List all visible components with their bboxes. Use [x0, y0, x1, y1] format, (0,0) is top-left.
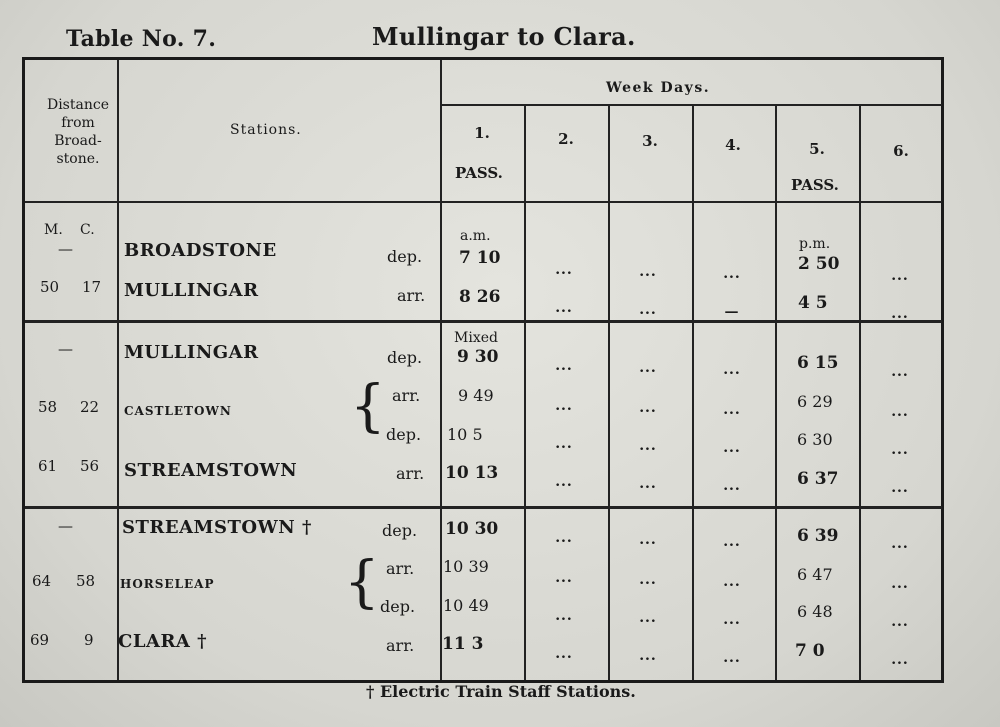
time-col5: 6 15 — [797, 353, 839, 373]
station-streamstown: STREAMSTOWN — [124, 460, 298, 481]
dep-label: dep. — [386, 425, 422, 444]
col5-pass-label: PASS. — [791, 176, 839, 194]
empty-service-dots: ... — [891, 652, 909, 668]
col1-pass-label: PASS. — [455, 164, 503, 182]
empty-service-dots: ... — [891, 614, 909, 630]
empty-service-dots: ... — [723, 440, 741, 456]
empty-service-dots: ... — [723, 266, 741, 282]
divider-col5 — [859, 104, 861, 680]
distance-miles: — — [58, 240, 73, 258]
distance-header-line: stone. — [56, 151, 100, 167]
dep-label: dep. — [387, 247, 423, 266]
note-am: a.m. — [460, 228, 491, 244]
empty-service-dots: ... — [555, 436, 573, 452]
empty-service-dots: ... — [639, 648, 657, 664]
time-col5: 4 5 — [798, 293, 828, 313]
empty-service-dots: ... — [639, 438, 657, 454]
time-col1: 10 30 — [445, 519, 499, 539]
col-num-3: 3. — [642, 132, 658, 150]
empty-service-dots: ... — [723, 534, 741, 550]
time-col1: 10 13 — [445, 463, 499, 483]
empty-service-dots: ... — [555, 474, 573, 490]
stations-header: Stations. — [230, 122, 302, 138]
arr-label: arr. — [396, 464, 425, 483]
empty-service-dots: ... — [891, 442, 909, 458]
distance-miles: 58 — [38, 398, 58, 416]
station-broadstone: BROADSTONE — [124, 240, 277, 261]
note-mixed: Mixed — [454, 330, 498, 346]
time-col5: 2 50 — [798, 254, 840, 274]
empty-service-dots: ... — [891, 404, 909, 420]
empty-service-dots: ... — [555, 300, 573, 316]
time-col1: 10 39 — [443, 557, 489, 576]
col-num-2: 2. — [558, 130, 574, 148]
empty-service-dots: ... — [639, 360, 657, 376]
station-clara: CLARA † — [118, 631, 208, 652]
distance-miles: — — [58, 340, 73, 358]
distance-chains: 58 — [76, 572, 96, 590]
distance-miles: 61 — [38, 457, 58, 475]
empty-service-dots: ... — [891, 536, 909, 552]
time-col1: 11 3 — [442, 634, 484, 654]
empty-service-dots: ... — [891, 268, 909, 284]
unit-miles: M. — [44, 222, 63, 238]
empty-service-dots: ... — [639, 610, 657, 626]
arr-label: arr. — [386, 559, 415, 578]
col-num-6: 6. — [893, 142, 909, 160]
divider-distance — [117, 60, 119, 680]
divider-header — [25, 201, 942, 203]
station-horseleap: HORSELEAP — [120, 577, 215, 591]
empty-service-dots: ... — [639, 264, 657, 280]
time-col1: 9 30 — [457, 347, 499, 367]
divider-col4 — [775, 104, 777, 680]
empty-service-dots: ... — [723, 478, 741, 494]
divider-col1 — [524, 104, 526, 680]
empty-service-dots: ... — [555, 398, 573, 414]
empty-service-dots: ... — [639, 302, 657, 318]
time-col1: 9 49 — [458, 386, 494, 405]
empty-service-dots: ... — [555, 530, 573, 546]
time-col5: 6 47 — [797, 565, 833, 584]
dep-label: dep. — [380, 597, 416, 616]
horseleap-brace: { — [344, 550, 380, 615]
distance-chains: 22 — [80, 398, 100, 416]
castletown-brace: { — [350, 374, 386, 439]
time-col5: 6 48 — [797, 602, 833, 621]
time-col5: 6 37 — [797, 469, 839, 489]
time-col1: 7 10 — [459, 248, 501, 268]
empty-service-dots: ... — [891, 576, 909, 592]
empty-service-dots: ... — [891, 306, 909, 322]
distance-miles: 50 — [40, 278, 60, 296]
route-title: Mullingar to Clara. — [372, 22, 636, 51]
empty-service-dots: ... — [723, 362, 741, 378]
empty-service-dots: ... — [555, 262, 573, 278]
footnote: † Electric Train Staff Stations. — [366, 682, 636, 701]
dep-label: dep. — [387, 348, 423, 367]
empty-service-dots: — — [724, 304, 740, 320]
divider-col2 — [608, 104, 610, 680]
time-col5: 6 39 — [797, 526, 839, 546]
table-number: Table No. 7. — [66, 26, 217, 52]
empty-service-dots: ... — [555, 646, 573, 662]
divider-weekdays — [442, 104, 942, 106]
empty-service-dots: ... — [555, 570, 573, 586]
time-col5: 6 29 — [797, 392, 833, 411]
time-col1: 8 26 — [459, 287, 501, 307]
col-num-5: 5. — [809, 140, 825, 158]
distance-chains: 17 — [82, 278, 102, 296]
distance-miles: 69 — [30, 631, 50, 649]
station-mullingar-dep: MULLINGAR — [124, 342, 259, 363]
time-col5: 7 0 — [795, 641, 825, 661]
empty-service-dots: ... — [555, 608, 573, 624]
arr-label: arr. — [397, 286, 426, 305]
unit-chains: C. — [80, 222, 95, 238]
col-num-1: 1. — [474, 124, 490, 142]
distance-header-line: Broad- — [54, 133, 102, 149]
empty-service-dots: ... — [891, 364, 909, 380]
distance-chains: 9 — [84, 631, 94, 649]
distance-header-line: from — [61, 115, 95, 131]
empty-service-dots: ... — [639, 532, 657, 548]
time-col1: 10 49 — [443, 596, 489, 615]
divider-col3 — [692, 104, 694, 680]
station-mullingar: MULLINGAR — [124, 280, 259, 301]
empty-service-dots: ... — [891, 480, 909, 496]
time-col5: 6 30 — [797, 430, 833, 449]
distance-miles: 64 — [32, 572, 52, 590]
empty-service-dots: ... — [723, 574, 741, 590]
distance-chains: 56 — [80, 457, 100, 475]
week-days-header: Week Days. — [606, 80, 711, 96]
col-num-4: 4. — [725, 136, 741, 154]
time-col1: 10 5 — [447, 425, 483, 444]
distance-miles: — — [58, 517, 73, 535]
empty-service-dots: ... — [555, 358, 573, 374]
empty-service-dots: ... — [639, 400, 657, 416]
divider-stations — [440, 60, 442, 680]
empty-service-dots: ... — [723, 402, 741, 418]
empty-service-dots: ... — [723, 650, 741, 666]
arr-label: arr. — [392, 386, 421, 405]
empty-service-dots: ... — [723, 612, 741, 628]
divider-section-2 — [25, 506, 942, 509]
station-streamstown-dep: STREAMSTOWN † — [122, 517, 312, 538]
station-castletown: CASTLETOWN — [124, 404, 232, 418]
dep-label: dep. — [382, 521, 418, 540]
distance-header-line: Distance — [46, 97, 109, 113]
empty-service-dots: ... — [639, 572, 657, 588]
empty-service-dots: ... — [639, 476, 657, 492]
distance-header — [40, 96, 116, 168]
arr-label: arr. — [386, 636, 415, 655]
divider-section-1 — [25, 320, 942, 323]
note-pm: p.m. — [799, 236, 831, 252]
